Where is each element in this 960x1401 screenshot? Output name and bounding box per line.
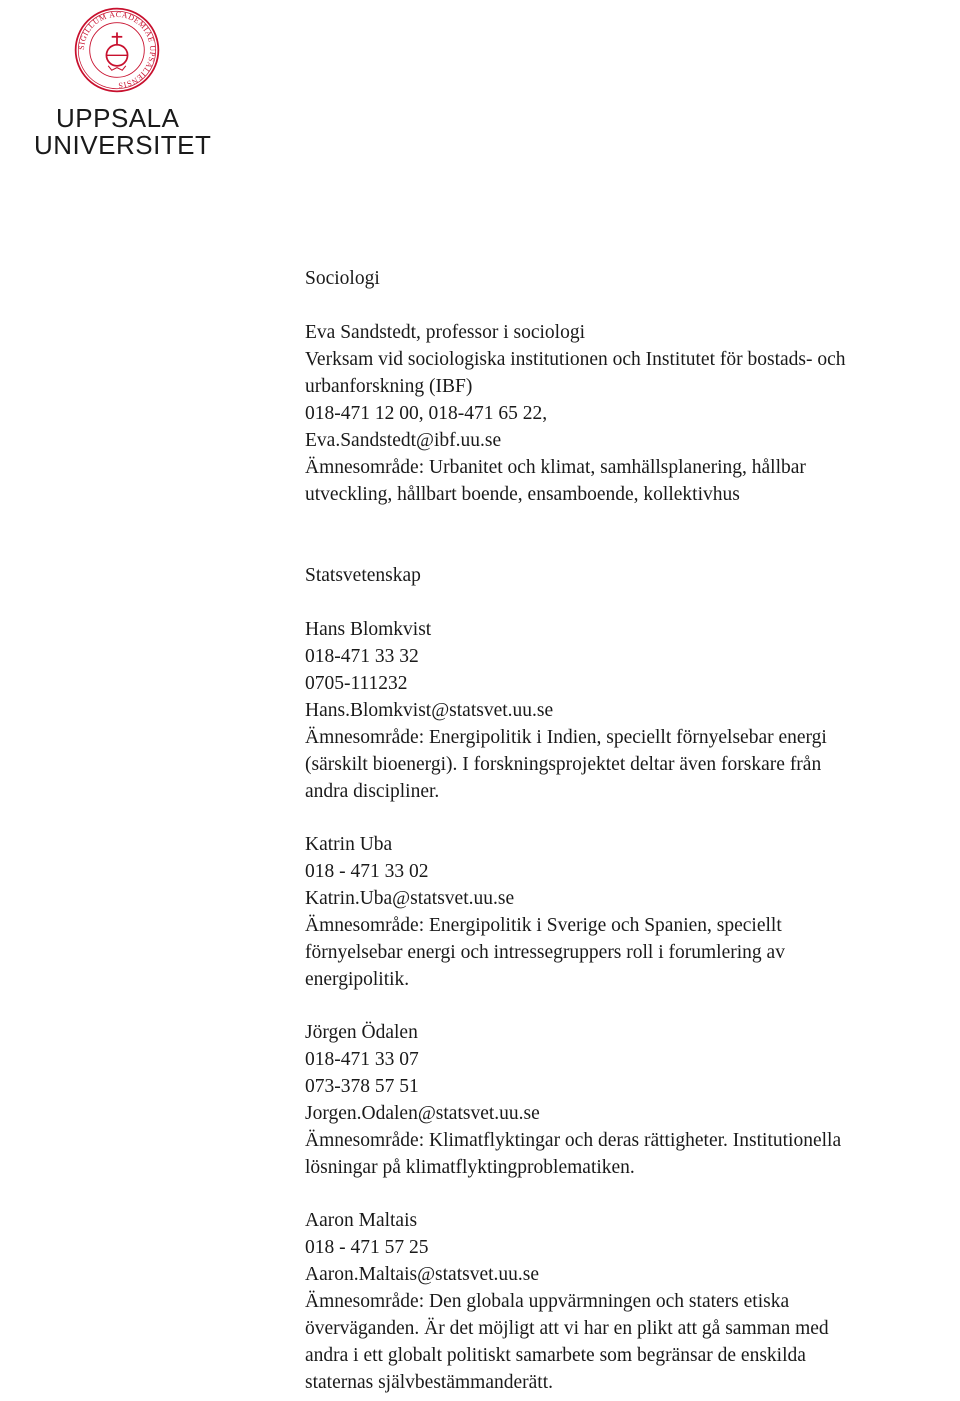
contact-line: andra i ett globalt politiskt samarbete som begränsar de enskilda <box>305 1345 806 1366</box>
contact-line: Ämnesområde: Energipolitik i Sverige och Spanien, speciellt <box>305 915 782 936</box>
university-name-line1: UPPSALA <box>56 103 180 133</box>
contact-line: förnyelsebar energi och intressegruppers roll i forumlering av <box>305 942 785 963</box>
contact-name: Katrin Uba <box>305 834 393 855</box>
university-name <box>34 103 212 160</box>
contact-line: Ämnesområde: Den globala uppvärmningen och staters etiska <box>305 1291 790 1312</box>
seal-text: SIGILLUM ACADEMIAE UPSALIENSIS <box>76 9 157 91</box>
contact-line: Verksam vid sociologiska institutionen och Institutet för bostads- och <box>305 349 846 370</box>
contact-name: Jörgen Ödalen <box>305 1022 418 1043</box>
section-spacer <box>305 508 955 562</box>
contact-line: andra discipliner. <box>305 781 440 802</box>
entry-spacer <box>305 1181 955 1207</box>
contact-line: 018-471 12 00, 018-471 65 22, <box>305 403 548 424</box>
contact-line: utveckling, hållbart boende, ensamboende, kollektivhus <box>305 484 740 505</box>
contact-name: Aaron Maltais <box>305 1210 418 1231</box>
contact-line: Katrin.Uba@statsvet.uu.se <box>305 888 515 909</box>
contact-name: Hans Blomkvist <box>305 619 432 640</box>
entry-spacer <box>305 993 955 1019</box>
contact-line: (särskilt bioenergi). I forskningsprojektet deltar även forskare från <box>305 754 822 775</box>
university-seal-icon <box>73 6 161 94</box>
contact-line: Eva.Sandstedt@ibf.uu.se <box>305 430 502 451</box>
contact-line: Ämnesområde: Klimatflyktingar och deras rättigheter. Institutionella <box>305 1130 842 1151</box>
contact-line: 018-471 33 07 <box>305 1049 419 1070</box>
section-heading: Statsvetenskap <box>305 565 421 586</box>
contact-line: urbanforskning (IBF) <box>305 376 473 397</box>
contact-entry <box>305 1207 955 1396</box>
contact-line: Aaron.Maltais@statsvet.uu.se <box>305 1264 540 1285</box>
document-body <box>305 265 955 1396</box>
university-name-line2: UNIVERSITET <box>34 130 212 160</box>
contact-line: Ämnesområde: Urbanitet och klimat, samhällsplanering, hållbar <box>305 457 806 478</box>
contact-line: 018 - 471 33 02 <box>305 861 429 882</box>
contact-line: överväganden. Är det möjligt att vi har en plikt att gå samman med <box>305 1318 829 1339</box>
university-logo <box>34 6 212 160</box>
contact-line: lösningar på klimatflyktingproblematiken. <box>305 1157 635 1178</box>
section-heading: Sociologi <box>305 268 380 289</box>
contact-entry <box>305 319 955 508</box>
contact-line: Hans.Blomkvist@statsvet.uu.se <box>305 700 554 721</box>
contact-line: 073-378 57 51 <box>305 1076 419 1097</box>
contact-line: Jorgen.Odalen@statsvet.uu.se <box>305 1103 540 1124</box>
entry-spacer <box>305 805 955 831</box>
contact-entry <box>305 616 955 805</box>
contact-entry <box>305 831 955 993</box>
contact-line: 0705-111232 <box>305 673 408 694</box>
svg-text:SIGILLUM ACADEMIAE UPSALIENSIS <box>76 10 156 90</box>
contact-line: energipolitik. <box>305 969 410 990</box>
contact-name: Eva Sandstedt, professor i sociologi <box>305 322 585 343</box>
contact-line: Ämnesområde: Energipolitik i Indien, speciellt förnyelsebar energi <box>305 727 827 748</box>
contact-entry <box>305 1019 955 1181</box>
contact-line: 018 - 471 57 25 <box>305 1237 429 1258</box>
contact-line: 018-471 33 32 <box>305 646 419 667</box>
contact-line: staternas självbestämmanderätt. <box>305 1372 553 1393</box>
